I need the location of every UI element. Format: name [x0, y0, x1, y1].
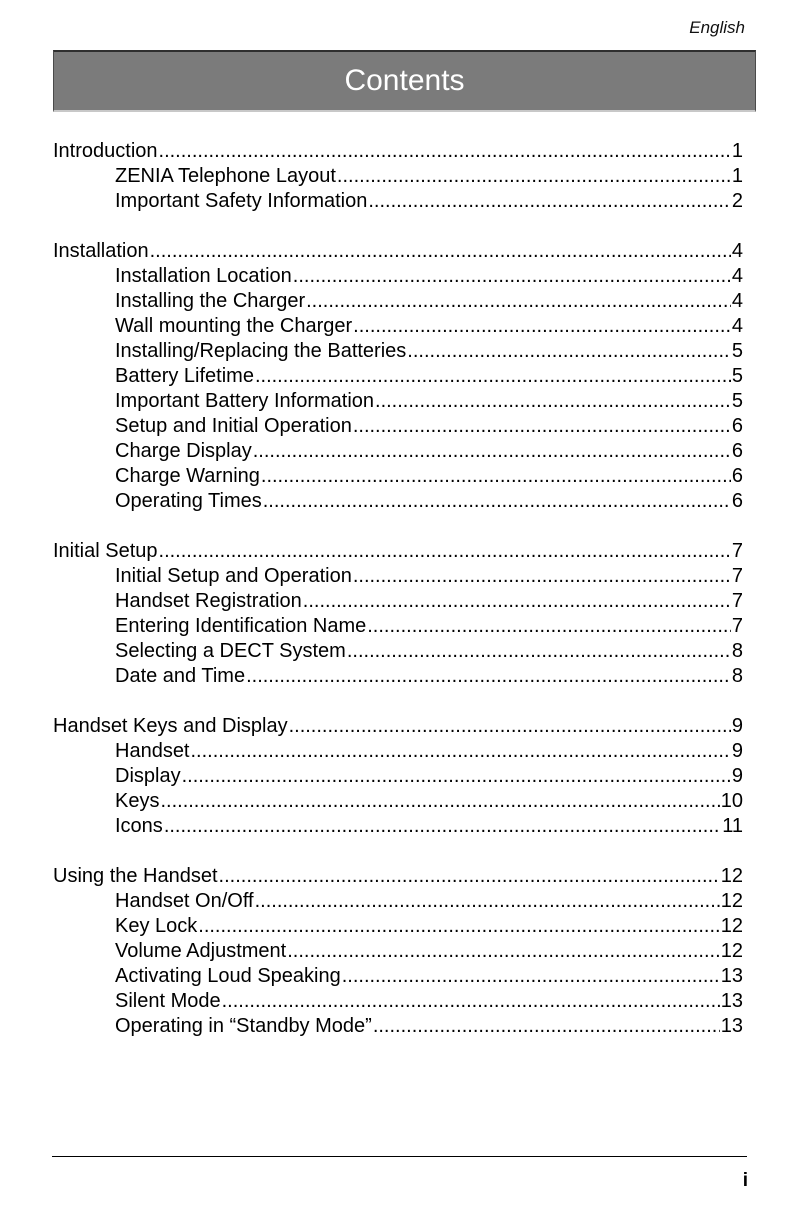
dot-leader — [353, 314, 731, 339]
toc-subentry[interactable] — [53, 964, 743, 989]
toc-entry-title: Introduction — [53, 140, 158, 162]
toc-entry-page: 5 — [731, 365, 743, 387]
toc-entry-title: Charge Display — [115, 440, 252, 462]
toc-entry-title: Handset Registration — [115, 590, 302, 612]
toc-entry-title: Icons — [115, 815, 163, 837]
toc-subentry[interactable] — [53, 939, 743, 964]
toc-entry-page: 12 — [720, 940, 743, 962]
toc-entry-title: Initial Setup — [53, 540, 158, 562]
dot-leader — [373, 1014, 720, 1039]
toc-entry-title: Operating in “Standby Mode” — [115, 1015, 372, 1037]
page-title: Contents — [344, 64, 465, 97]
toc-entry-title: Setup and Initial Operation — [115, 415, 352, 437]
dot-leader — [219, 864, 720, 889]
dot-leader — [347, 639, 731, 664]
toc-entry-title: Installing the Charger — [115, 290, 306, 312]
toc-subentry[interactable] — [53, 989, 743, 1014]
toc-entry-title: Using the Handset — [53, 865, 218, 887]
toc-entry-title: Battery Lifetime — [115, 365, 254, 387]
table-of-contents — [53, 139, 743, 1064]
dot-leader — [263, 489, 731, 514]
dot-leader — [289, 714, 731, 739]
dot-leader — [353, 564, 731, 589]
toc-entry-title: Handset — [115, 740, 190, 762]
toc-entry-title: Initial Setup and Operation — [115, 565, 352, 587]
toc-section — [53, 139, 743, 214]
toc-entry-page: 8 — [731, 640, 743, 662]
toc-entry-page: 4 — [731, 265, 743, 287]
dot-leader — [253, 439, 731, 464]
toc-entry-page: 6 — [731, 465, 743, 487]
toc-subentry[interactable] — [53, 489, 743, 514]
toc-entry-page: 7 — [731, 590, 743, 612]
dot-leader — [160, 789, 719, 814]
toc-entry-title: Volume Adjustment — [115, 940, 287, 962]
toc-entry-page: 9 — [731, 765, 743, 787]
toc-entry-title: Installation Location — [115, 265, 292, 287]
dot-leader — [342, 964, 720, 989]
toc-chapter[interactable] — [53, 864, 743, 889]
toc-subentry[interactable] — [53, 264, 743, 289]
toc-chapter[interactable] — [53, 539, 743, 564]
toc-subentry[interactable] — [53, 439, 743, 464]
toc-entry-page: 13 — [720, 990, 743, 1012]
dot-leader — [287, 939, 720, 964]
toc-entry-page: 5 — [731, 340, 743, 362]
toc-entry-page: 7 — [731, 615, 743, 637]
toc-subentry[interactable] — [53, 739, 743, 764]
toc-section — [53, 239, 743, 514]
language-label: English — [689, 18, 745, 37]
toc-entry-page: 12 — [720, 890, 743, 912]
dot-leader — [159, 539, 731, 564]
toc-entry-title: Important Battery Information — [115, 390, 375, 412]
dot-leader — [191, 739, 731, 764]
toc-entry-page: 8 — [731, 665, 743, 687]
toc-subentry[interactable] — [53, 664, 743, 689]
toc-entry-page: 4 — [731, 315, 743, 337]
dot-leader — [375, 389, 731, 414]
dot-leader — [293, 264, 731, 289]
toc-subentry[interactable] — [53, 789, 743, 814]
dot-leader — [246, 664, 731, 689]
toc-entry-page: 5 — [731, 390, 743, 412]
toc-entry-title: Selecting a DECT System — [115, 640, 346, 662]
dot-leader — [198, 914, 719, 939]
toc-entry-title: Installation — [53, 240, 149, 262]
toc-entry-title: Operating Times — [115, 490, 262, 512]
toc-subentry[interactable] — [53, 914, 743, 939]
page-number: i — [742, 1170, 748, 1191]
toc-entry-title: Display — [115, 765, 181, 787]
toc-entry-title: Keys — [115, 790, 160, 812]
toc-entry-page: 11 — [722, 815, 743, 837]
toc-subentry[interactable] — [53, 189, 743, 214]
toc-entry-title: Important Safety Information — [115, 190, 368, 212]
toc-subentry[interactable] — [53, 589, 743, 614]
toc-entry-page: 12 — [720, 865, 743, 887]
dot-leader — [222, 989, 720, 1014]
toc-subentry[interactable] — [53, 464, 743, 489]
toc-entry-title: Handset Keys and Display — [53, 715, 288, 737]
toc-entry-page: 10 — [720, 790, 743, 812]
toc-entry-page: 9 — [731, 740, 743, 762]
toc-entry-title: Handset On/Off — [115, 890, 254, 912]
dot-leader — [303, 589, 731, 614]
toc-entry-title: Installing/Replacing the Batteries — [115, 340, 407, 362]
dot-leader — [255, 889, 720, 914]
toc-chapter[interactable] — [53, 139, 743, 164]
toc-subentry[interactable] — [53, 1014, 743, 1039]
toc-subentry[interactable] — [53, 164, 743, 189]
toc-entry-title: Wall mounting the Charger — [115, 315, 353, 337]
toc-subentry[interactable] — [53, 389, 743, 414]
toc-entry-page: 6 — [731, 440, 743, 462]
dot-leader — [306, 289, 731, 314]
toc-entry-page: 4 — [731, 290, 743, 312]
contents-banner — [53, 50, 756, 112]
toc-entry-page: 6 — [731, 415, 743, 437]
toc-entry-page: 2 — [731, 190, 743, 212]
dot-leader — [159, 139, 731, 164]
toc-subentry[interactable] — [53, 814, 743, 839]
toc-entry-title: Date and Time — [115, 665, 246, 687]
toc-entry-page: 1 — [731, 140, 743, 162]
toc-subentry[interactable] — [53, 639, 743, 664]
toc-section — [53, 864, 743, 1039]
toc-subentry[interactable] — [53, 564, 743, 589]
toc-entry-page: 6 — [731, 490, 743, 512]
toc-section — [53, 539, 743, 689]
toc-entry-page: 13 — [720, 965, 743, 987]
toc-entry-title: Activating Loud Speaking — [115, 965, 341, 987]
toc-chapter[interactable] — [53, 239, 743, 264]
dot-leader — [261, 464, 731, 489]
dot-leader — [150, 239, 731, 264]
dot-leader — [164, 814, 721, 839]
dot-leader — [367, 614, 731, 639]
toc-entry-page: 1 — [731, 165, 743, 187]
toc-entry-title: Entering Identification Name — [115, 615, 367, 637]
dot-leader — [353, 414, 731, 439]
toc-entry-title: Charge Warning — [115, 465, 260, 487]
toc-entry-title: Key Lock — [115, 915, 198, 937]
toc-subentry[interactable] — [53, 364, 743, 389]
toc-entry-page: 12 — [720, 915, 743, 937]
toc-entry-page: 13 — [720, 1015, 743, 1037]
toc-entry-page: 9 — [731, 715, 743, 737]
dot-leader — [368, 189, 731, 214]
toc-section — [53, 714, 743, 839]
dot-leader — [182, 764, 731, 789]
toc-subentry[interactable] — [53, 414, 743, 439]
toc-entry-title: Silent Mode — [115, 990, 221, 1012]
toc-subentry[interactable] — [53, 889, 743, 914]
dot-leader — [255, 364, 731, 389]
toc-entry-title: ZENIA Telephone Layout — [115, 165, 336, 187]
toc-entry-page: 7 — [731, 540, 743, 562]
toc-entry-page: 4 — [731, 240, 743, 262]
toc-subentry[interactable] — [53, 314, 743, 339]
toc-chapter[interactable] — [53, 714, 743, 739]
toc-subentry[interactable] — [53, 339, 743, 364]
toc-subentry[interactable] — [53, 289, 743, 314]
footer-divider — [52, 1156, 747, 1157]
toc-entry-page: 7 — [731, 565, 743, 587]
dot-leader — [407, 339, 731, 364]
dot-leader — [337, 164, 731, 189]
toc-subentry[interactable] — [53, 764, 743, 789]
toc-subentry[interactable] — [53, 614, 743, 639]
